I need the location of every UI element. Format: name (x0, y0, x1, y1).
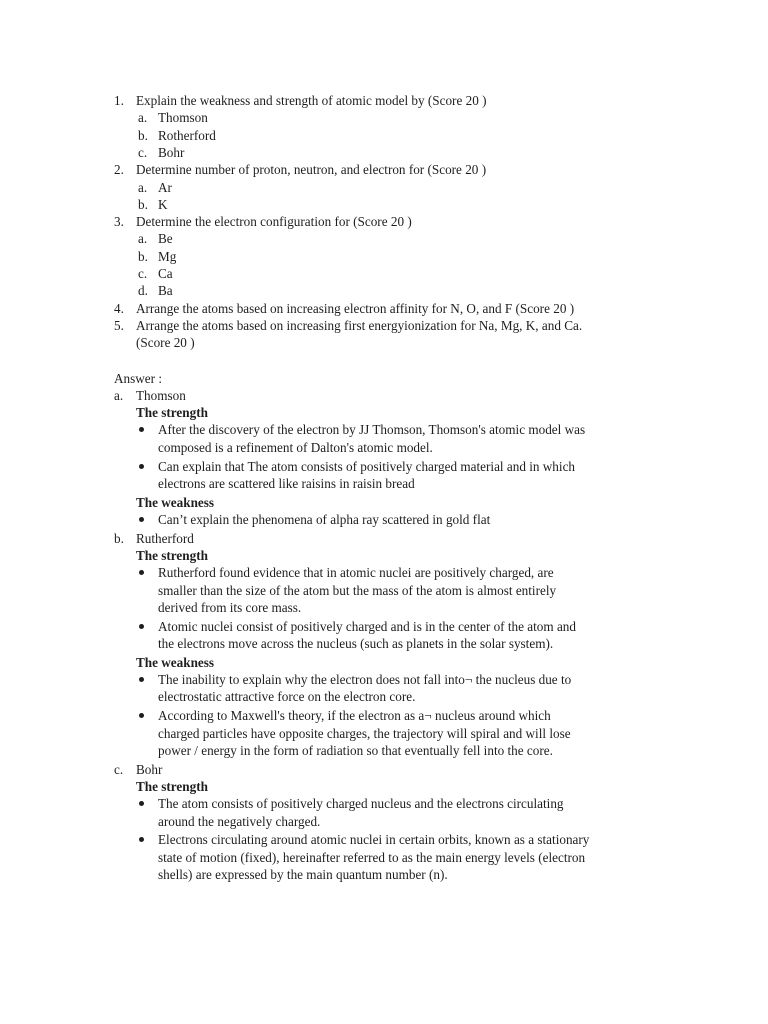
bullet-point-text: electrostatic attractive force on the electron core. (158, 689, 416, 705)
model-name: Rutherford (136, 530, 194, 546)
model-letter: b. (114, 530, 124, 546)
bullet-point-text: Can’t explain the phenomena of alpha ray scattered in gold flat (158, 511, 491, 527)
question-number: 4. (114, 300, 124, 316)
question-text: Arrange the atoms based on increasing first energyionization for Na, Mg, K, and Ca. (136, 317, 583, 333)
bullet-point-text: electrons are scattered like raisins in raisin bread (158, 475, 415, 491)
sub-question-text: K (158, 196, 168, 212)
question-number: 2. (114, 162, 124, 178)
question-number: 3. (114, 214, 124, 230)
sub-question-letter: b. (138, 127, 148, 143)
strength-label: The strength (136, 405, 208, 421)
bullet-icon (139, 624, 144, 629)
sub-question-text: Bohr (158, 144, 185, 160)
model-letter: a. (114, 387, 124, 403)
bullet-point-text: power / energy in the form of radiation so that eventually fell into the core. (158, 742, 553, 758)
bullet-point-text: derived from its core mass. (158, 599, 302, 615)
bullet-point-text: around the negatively charged. (158, 813, 321, 829)
sub-question-text: Rotherford (158, 127, 216, 143)
bullet-point-text: state of motion (fixed), hereinafter referred to as the main energy levels (electron (158, 849, 586, 865)
model-letter: c. (114, 761, 124, 777)
question-text: Determine number of proton, neutron, and electron for (Score 20 ) (136, 162, 487, 178)
weakness-label: The weakness (136, 654, 215, 670)
sub-question-letter: b. (138, 248, 148, 264)
bullet-icon (139, 713, 144, 718)
bullet-point-text: composed is a refinement of Dalton's atomic model. (158, 439, 433, 455)
bullet-point-text: smaller than the size of the atom but the mass of the atom is almost entirely (158, 582, 557, 598)
model-name: Thomson (136, 387, 186, 403)
bullet-icon (139, 464, 144, 469)
strength-label: The strength (136, 778, 208, 794)
bullet-point-text: The inability to explain why the electron does not fall into¬ the nucleus due to (158, 672, 572, 688)
bullet-point-text: According to Maxwell's theory, if the electron as a¬ nucleus around which (158, 708, 551, 724)
sub-question-letter: c. (138, 266, 148, 281)
bullet-icon (139, 570, 144, 575)
question-text: Explain the weakness and strength of atomic model by (Score 20 ) (136, 93, 487, 108)
sub-question-letter: d. (138, 283, 148, 299)
bullet-point-text: shells) are expressed by the main quantum number (n). (158, 866, 448, 882)
sub-question-text: Ba (158, 283, 173, 299)
bullet-point-text: Atomic nuclei consist of positively charged and is in the center of the atom and (158, 618, 576, 634)
sub-question-text: Be (158, 231, 173, 247)
sub-question-letter: c. (138, 144, 148, 160)
sub-question-letter: a. (138, 179, 148, 195)
bullet-icon (139, 801, 144, 806)
answer-label-text: Answer : (114, 370, 162, 386)
question-text: (Score 20 ) (136, 335, 195, 351)
bullet-icon (139, 677, 144, 682)
bullet-point-text: After the discovery of the electron by JJ Thomson, Thomson's atomic model was (158, 422, 586, 438)
model-name: Bohr (136, 761, 163, 777)
sub-question-text: Thomson (158, 110, 208, 126)
sub-question-text: Ca (158, 266, 173, 281)
bullet-point-text: Can explain that The atom consists of positively charged material and in which (158, 458, 576, 474)
sub-question-letter: b. (138, 196, 148, 212)
question-number: 5. (114, 317, 124, 333)
bullet-icon (139, 517, 144, 522)
bullet-point-text: The atom consists of positively charged nucleus and the electrons circulating (158, 796, 564, 812)
question-text: Arrange the atoms based on increasing electron affinity for N, O, and F (Score 20 ) (136, 300, 575, 316)
sub-question-letter: a. (138, 231, 148, 247)
bullet-point-text: Electrons circulating around atomic nuclei in certain orbits, known as a stationary (158, 832, 590, 848)
question-number: 1. (114, 93, 124, 108)
bullet-point-text: charged particles have opposite charges, the trajectory will spiral and will lose (158, 725, 571, 741)
sub-question-text: Ar (158, 179, 172, 195)
bullet-point-text: the electrons move across the nucleus (such as planets in the solar system). (158, 636, 554, 651)
bullet-icon (139, 837, 144, 842)
sub-question-text: Mg (158, 248, 177, 264)
bullet-point-text: Rutherford found evidence that in atomic nuclei are positively charged, are (158, 565, 554, 581)
bullet-icon (139, 427, 144, 432)
sub-question-letter: a. (138, 110, 148, 126)
weakness-label: The weakness (136, 494, 215, 510)
strength-label: The strength (136, 548, 208, 563)
question-text: Determine the electron configuration for (Score 20 ) (136, 214, 412, 230)
